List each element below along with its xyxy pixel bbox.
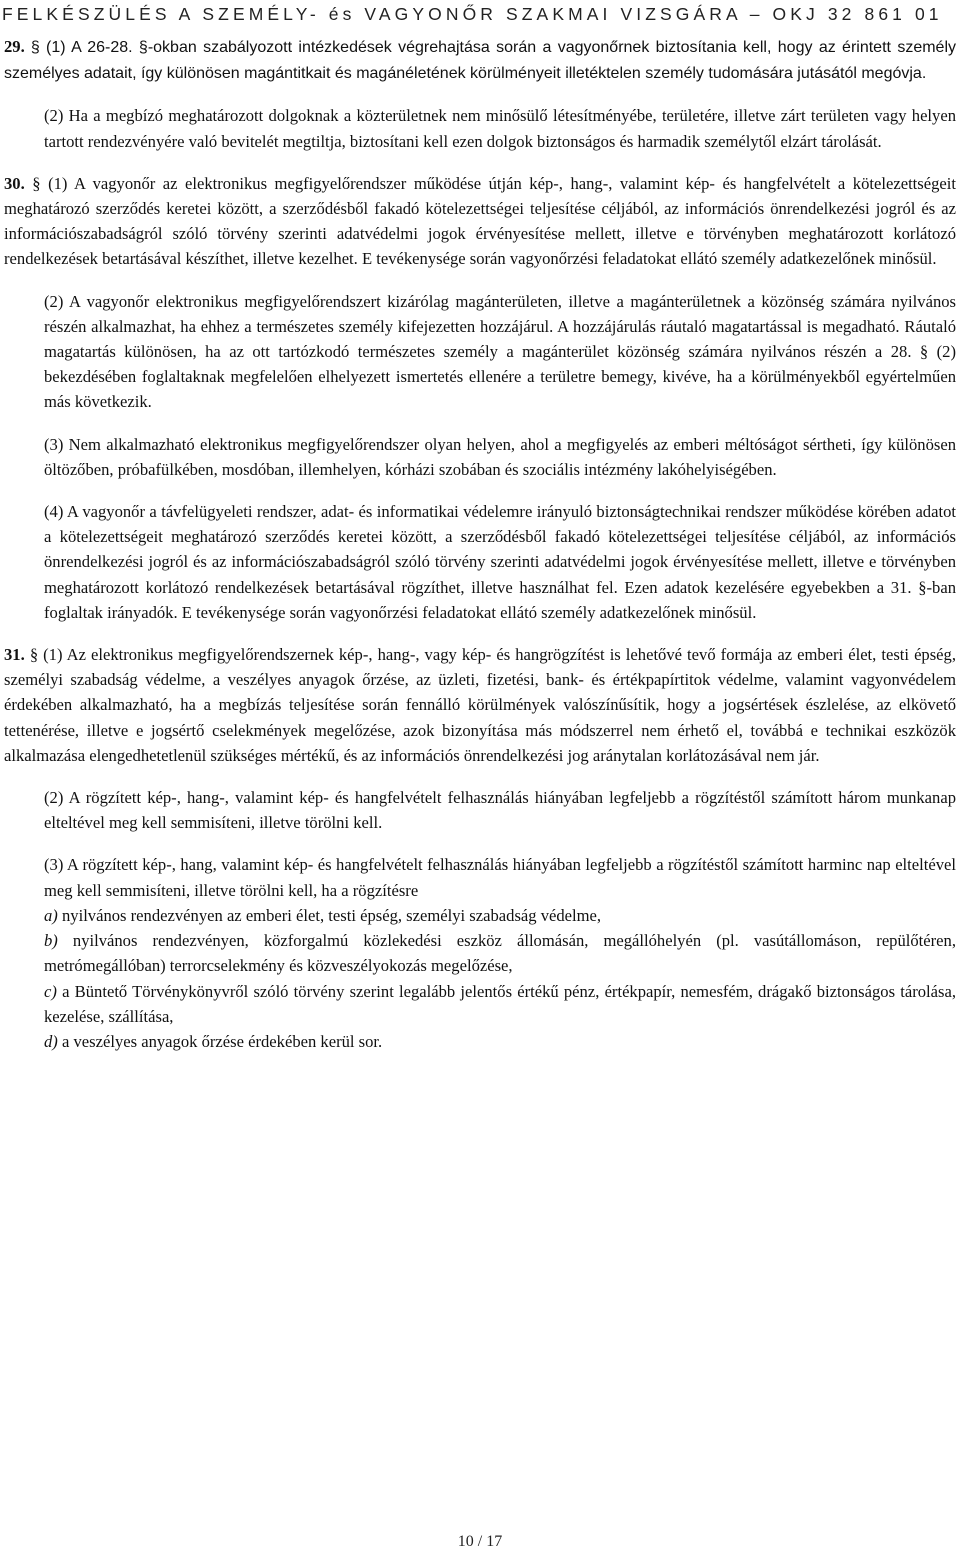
section-29-paragraph-2: (2) Ha a megbízó meghatározott dolgoknak a közterületnek nem minősülő létesítményébe, területére, illetve zárt területen vagy helyen tartott rendezvényére való bevitelét megtiltja, biztosítani kell ezen dolgok biztonságos és harmadik személytől elzárt tárolását.	[44, 106, 956, 151]
list-item	[4, 903, 956, 928]
section-31-paragraph-2: (2) A rögzített kép-, hang-, valamint kép- és hangfelvételt felhasználás hiányában legfeljebb a rögzítéstől számított három munkanap elteltével meg kell semmisíteni, illetve törölni kell.	[44, 788, 956, 833]
list-item-text: a veszélyes anyagok őrzése érdekében kerül sor.	[61, 1031, 383, 1051]
list-item	[4, 928, 956, 978]
section-30-paragraph-2: (2) A vagyonőr elektronikus megfigyelőrendszert kizárólag magánterületen, illetve a magánterületnek a közönség számára nyilvános részén alkalmazhat, ha ehhez a természetes személy kifejezetten hozzájárul. A hozzájárulás ráutaló magatartással is megadható. Ráutaló magatartás különösen, ha az ott tartózkodó természetes személy a magánterület közönség számára nyilvános részén a 28. § (2) bekezdésében foglaltaknak megfelelően elhelyezett ismertetés ellenére a területre bemegy, kivéve, ha a körülményekből egyértelműen más következik.	[44, 291, 956, 412]
list-item-label: b)	[44, 931, 58, 951]
document-body	[4, 34, 956, 1054]
paragraph-text: § (1) A vagyonőr az elektronikus megfigyelőrendszer működése útján kép-, hang-, valamint kép- és hangfelvételt a kötelezettségeit meghatározó szerződés keretei között, a szerződésből fakadó kötelezettségei teljesítése céljából, az információs önrendelkezési jogról és az információszabadságról szóló törvény szerinti adatvédelmi jogok érvényesítése mellett, illetve e törvényben meghatározott korlátozó rendelkezések betartásával készíthet, illetve kezelhet. E tevékenysége során vagyonőrzési feladatokat ellátó személy adatkezelőnek minősül.	[4, 173, 956, 269]
section-30-paragraph-4: (4) A vagyonőr a távfelügyeleti rendszer, adat- és informatikai védelemre irányuló biztonságtechnikai rendszer működése körében adatot a kötelezettségeit meghatározó szerződés keretei között, a szerződésből fakadó kötelezettségei teljesítése céljából, az információs önrendelkezési jogról és az információszabadságról szóló törvény szerinti adatvédelmi jogok érvényesítése mellett, illetve e törvényben meghatározott korlátozó rendelkezések betartásával rögzíthet, illetve használhat fel. Ezen adatok kezelésére egyebekben a 31. §-ban foglaltak irányadók. E tevékenysége során vagyonőrzési feladatokat ellátó személy adatkezelőnek minősül.	[44, 502, 956, 622]
section-30-paragraph-3: (3) Nem alkalmazható elektronikus megfigyelőrendszer olyan helyen, ahol a megfigyelés az emberi méltóságot sértheti, így különösen öltözőben, próbafülkében, mosdóban, illemhelyen, kórházi szobában és szociális intézmény lakóhelyiségében.	[44, 434, 956, 479]
section-29-paragraph-1	[4, 34, 956, 86]
document-header: FELKÉSZÜLÉS A SZEMÉLY- és VAGYONŐR SZAKMAI VIZSGÁRA – OKJ 32 861 01	[2, 4, 943, 24]
list-item-label: a)	[44, 905, 58, 925]
list-item	[4, 979, 956, 1029]
page-number: 10 / 17	[457, 1533, 503, 1550]
list-item-text: nyilvános rendezvényen, közforgalmú közlekedési eszköz állomásán, megállóhelyén (pl. vasútállomáson, repülőtéren, metrómegállóban) terrorcselekmény és közveszélyokozás megelőzése,	[44, 931, 956, 976]
section-number: 31.	[4, 645, 25, 665]
paragraph-text: § (1) A 26-28. §-okban szabályozott intézkedések végrehajtása során a vagyonőrnek biztosítania kell, hogy az érintett személy személyes adatait, így különösen magántitkait és magánéletének körülményeit illetéktelen személy tudomására jutásától megóvja.	[4, 39, 957, 83]
section-31-paragraph-1	[4, 642, 956, 768]
section-number: 30.	[4, 173, 25, 193]
list-item-text: a Büntető Törvénykönyvről szóló törvény szerint legalább jelentős értékű pénz, értékpapír, nemesfém, drágakő biztonságos tárolása, kezelése, szállítása,	[44, 981, 956, 1026]
list-item-label: c)	[44, 981, 57, 1001]
list-item-text: nyilvános rendezvényen az emberi élet, testi épség, személyi szabadság védelme,	[61, 905, 602, 925]
section-number: 29.	[4, 37, 25, 56]
list-item-label: d)	[44, 1031, 58, 1051]
list-item	[4, 1029, 956, 1054]
section-30-paragraph-1	[4, 171, 956, 272]
paragraph-text: § (1) Az elektronikus megfigyelőrendszernek kép-, hang-, vagy kép- és hangrögzítést is lehetővé tevő formája az emberi élet, testi épség, személyi szabadság védelme, a veszélyes anyagok őrzése, az üzleti, fizetési, bank- és értékpapírtitok védelme, valamint vagyonvédelem érdekében alkalmazható, ha a megbízás teljesítése során fennálló körülmények valószínűsítik, hogy a jogsértések észlelése, az elkövető tettenérése, illetve e jogsértő cselekmények megelőzése, azok bizonyítása más módszerrel nem érhető el, továbbá e technikai eszközök alkalmazása elengedhetetlenül szükséges mértékű, és az információs önrendelkezési jog aránytalan korlátozásával nem jár.	[4, 645, 956, 765]
section-31-paragraph-3: (3) A rögzített kép-, hang, valamint kép- és hangfelvételt felhasználás hiányában legfeljebb a rögzítéstől számított harminc nap elteltével meg kell semmisíteni, illetve törölni kell, ha a rögzítésre	[44, 855, 956, 900]
